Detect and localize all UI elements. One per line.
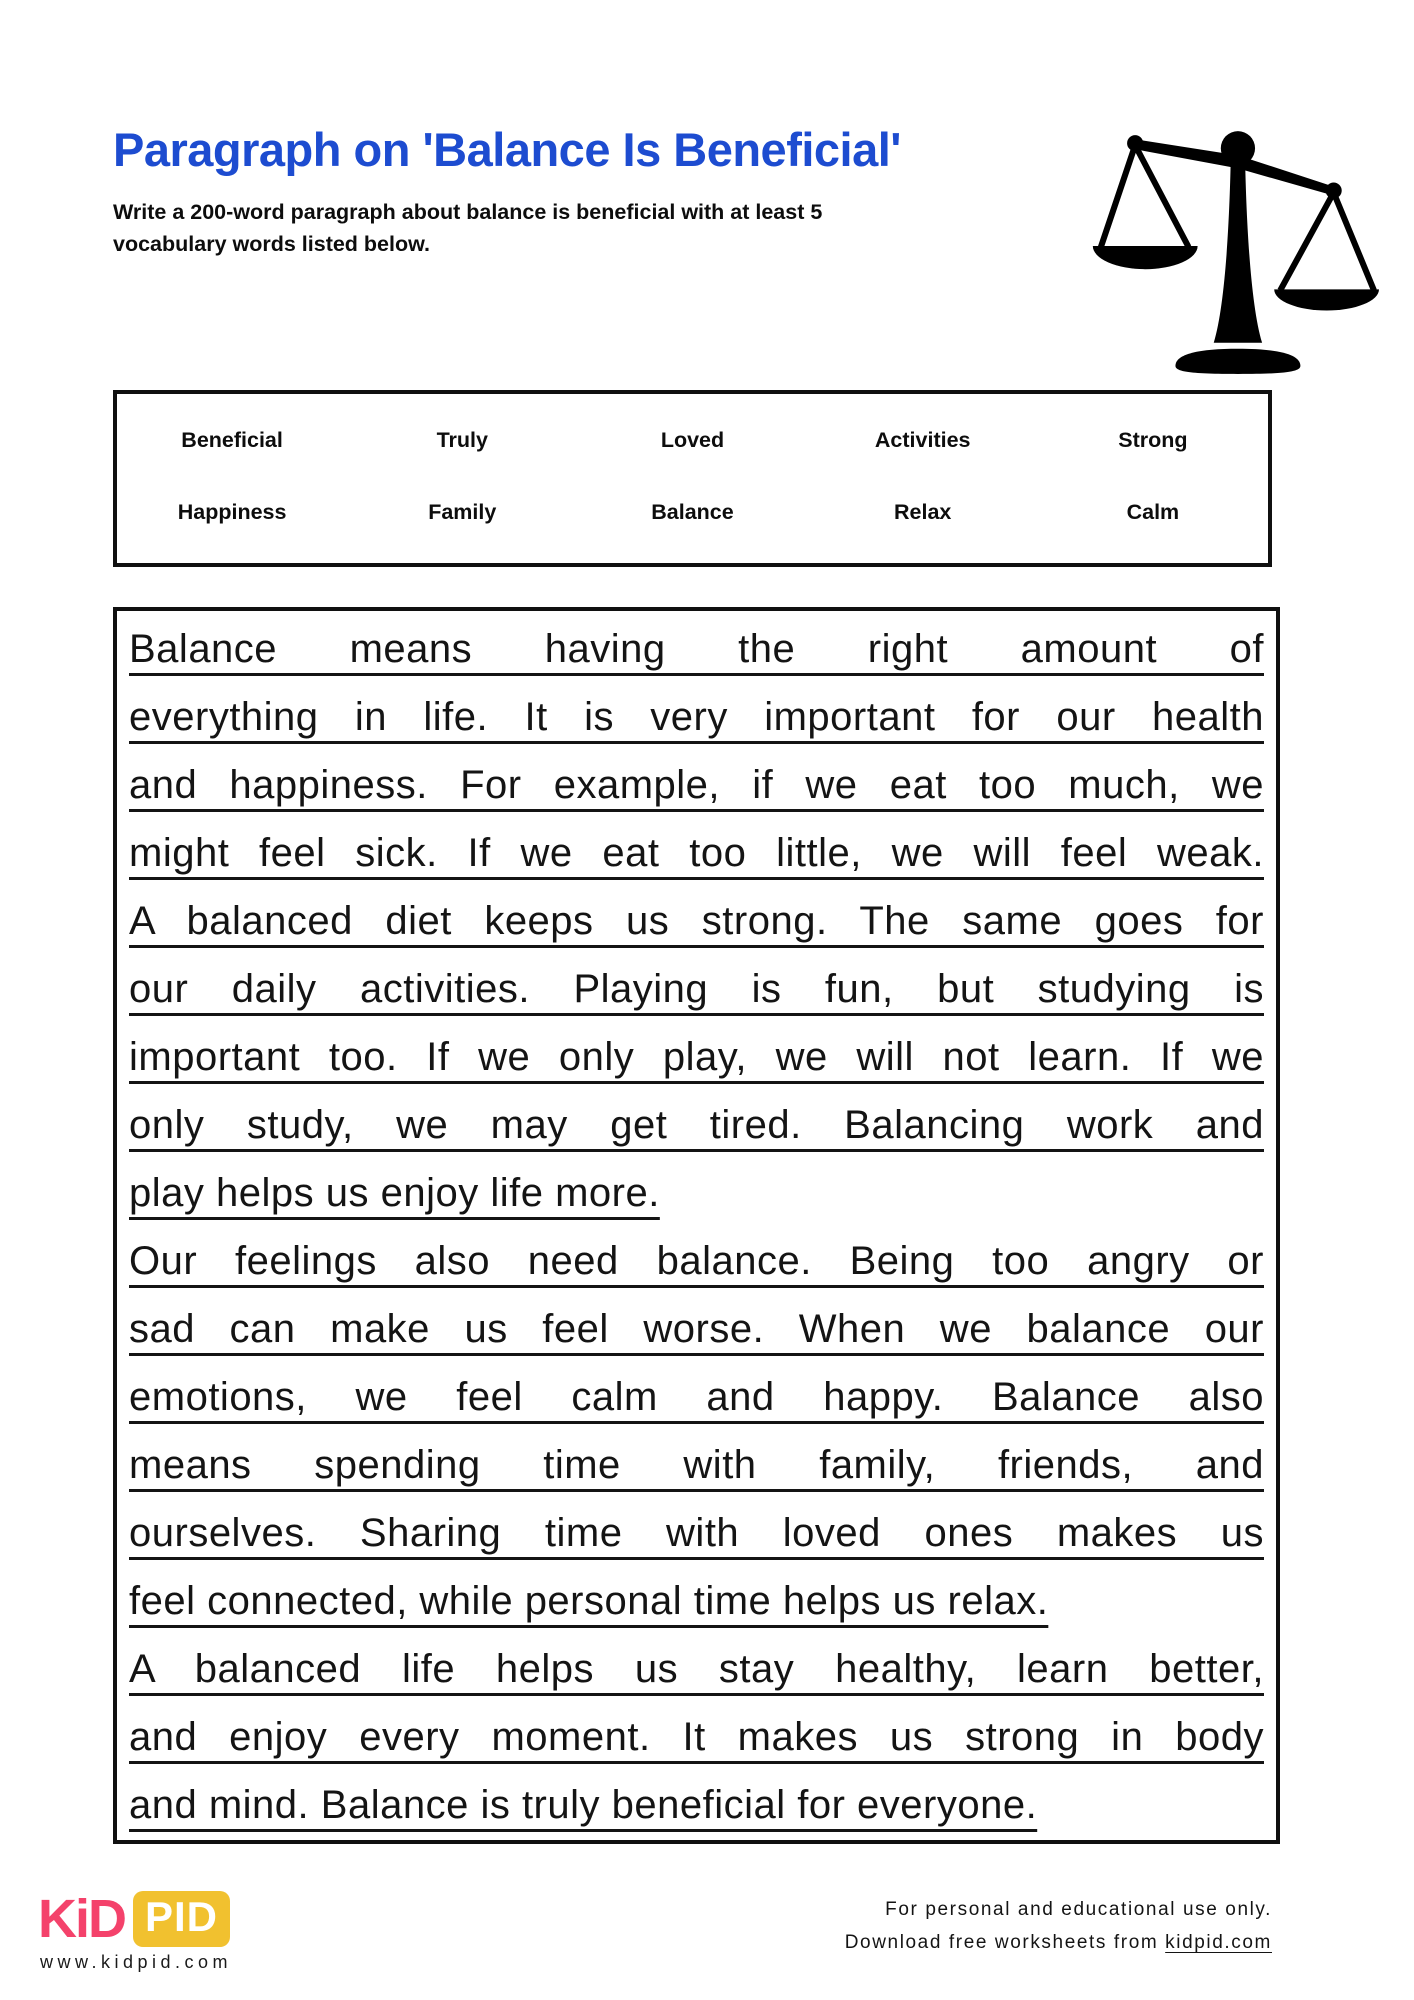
worksheet-instructions: Write a 200-word paragraph about balance is beneficial with at least 5 vocabulary words listed below. xyxy=(113,200,823,257)
essay-line: only study, we may get tired. Balancing work and xyxy=(129,1103,1264,1147)
logo-pid-text: PID xyxy=(145,1893,219,1940)
essay-line: Balance means having the right amount of xyxy=(129,627,1264,671)
vocab-word-beneficial: Beneficial xyxy=(181,427,283,452)
essay-line: play helps us enjoy life more. xyxy=(129,1171,660,1215)
footer-license-line2 xyxy=(845,1926,1272,1959)
essay-line: sad can make us feel worse. When we balance our xyxy=(129,1307,1264,1351)
essay-line: might feel sick. If we eat too little, we will feel weak. xyxy=(129,831,1264,875)
essay-box xyxy=(113,607,1280,1844)
essay-line: everything in life. It is very important for our health xyxy=(129,695,1264,739)
essay-line: A balanced diet keeps us strong. The same goes for xyxy=(129,899,1264,943)
logo-pid-badge xyxy=(133,1891,230,1947)
vocab-word-family: Family xyxy=(428,500,497,525)
essay-line: feel connected, while personal time helps us relax. xyxy=(129,1579,1049,1623)
vocab-word-strong: Strong xyxy=(1118,427,1188,452)
vocab-word-balance: Balance xyxy=(651,500,734,525)
vocab-word-truly: Truly xyxy=(436,427,488,452)
essay-line: our daily activities. Playing is fun, but studying is xyxy=(129,967,1264,1011)
essay-line: and mind. Balance is truly beneficial for everyone. xyxy=(129,1783,1038,1827)
footer-license-line1: For personal and educational use only. xyxy=(885,1899,1272,1920)
vocab-word-activities: Activities xyxy=(874,427,971,452)
footer-license-line2-prefix: Download free worksheets from xyxy=(844,1932,1166,1954)
essay-line: and enjoy every moment. It makes us strong in body xyxy=(129,1715,1264,1759)
logo-url: www.kidpid.com xyxy=(40,1952,233,1972)
page-title: Paragraph on 'Balance Is Beneficial' xyxy=(113,123,901,176)
vocab-word-relax: Relax xyxy=(894,500,952,525)
essay-line: emotions, we feel calm and happy. Balance also xyxy=(129,1375,1264,1419)
kidpid-link[interactable]: kidpid.com xyxy=(1165,1932,1272,1954)
vocabulary-box xyxy=(113,390,1272,567)
essay-line: important too. If we only play, we will not learn. If we xyxy=(129,1035,1264,1079)
vocab-word-loved: Loved xyxy=(660,427,725,452)
essay-line: and happiness. For example, if we eat too much, we xyxy=(129,763,1264,807)
vocab-word-happiness: Happiness xyxy=(177,500,287,525)
essay-line: ourselves. Sharing time with loved ones makes us xyxy=(129,1511,1264,1555)
vocab-word-calm: Calm xyxy=(1126,500,1180,525)
essay-line: means spending time with family, friends, and xyxy=(129,1443,1264,1487)
balance-scale-icon xyxy=(1086,112,1410,376)
essay-line: Our feelings also need balance. Being too angry or xyxy=(129,1239,1264,1283)
logo-kid-text: KiD xyxy=(38,1889,125,1949)
essay-line: A balanced life helps us stay healthy, learn better, xyxy=(129,1647,1264,1691)
kidpid-logo xyxy=(38,1888,230,1950)
footer-license xyxy=(845,1893,1272,1960)
